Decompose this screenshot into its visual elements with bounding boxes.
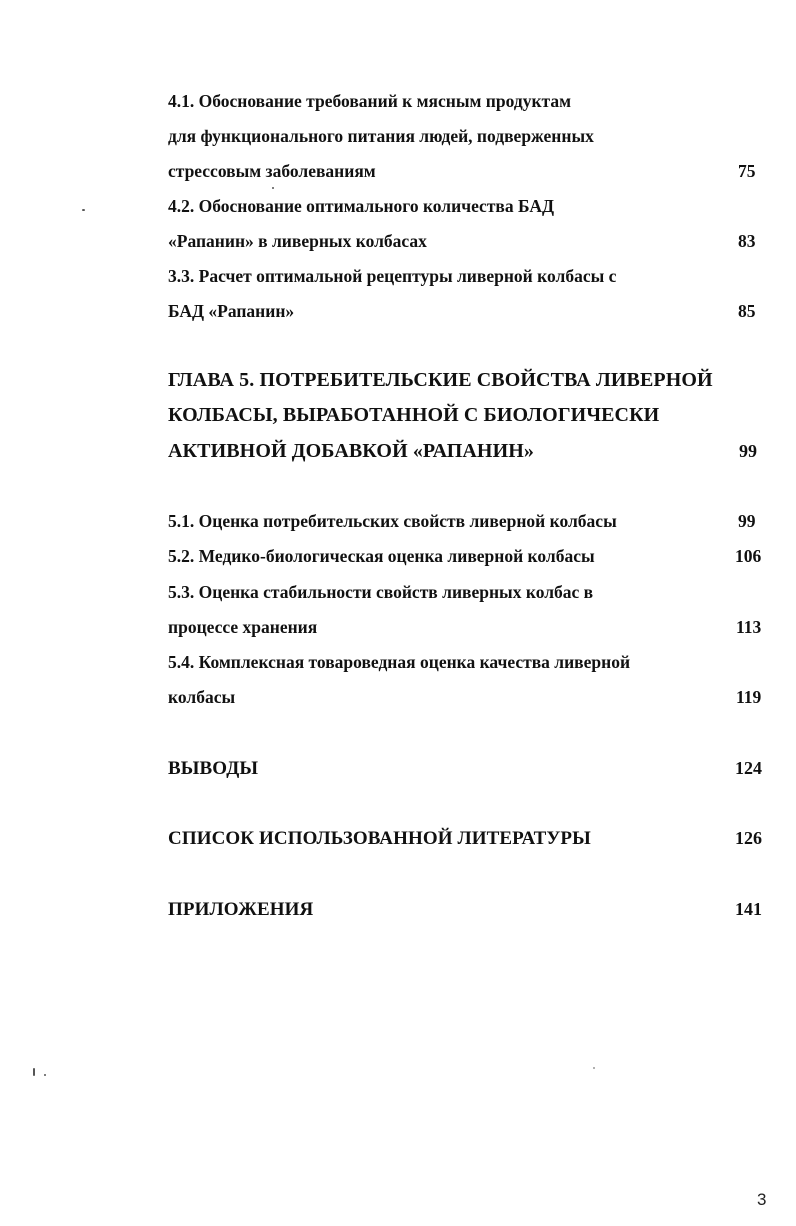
toc-entry-line: «Рапанин» в ливерных колбасах [168, 231, 427, 251]
toc-entry-line: АКТИВНОЙ ДОБАВКОЙ «РАПАНИН» [168, 440, 535, 462]
toc-page-number: 85 [738, 301, 756, 321]
toc-entry-line: 5.3. Оценка стабильности свойств ливерных колбас в [168, 582, 594, 602]
toc-page-number: 99 [738, 511, 756, 531]
scan-speck [33, 1068, 35, 1076]
toc-page-number: 83 [738, 231, 756, 251]
toc-entry-line: ПРИЛОЖЕНИЯ [168, 899, 314, 920]
toc-page-number: 124 [735, 758, 762, 778]
toc-entry-line: 3.3. Расчет оптимальной рецептуры ливерной колбасы с [168, 266, 617, 286]
toc-entry-line: для функционального питания людей, подверженных [168, 126, 594, 146]
toc-page-number: 141 [735, 899, 762, 919]
page-number: 3 [757, 1190, 767, 1209]
scan-speck [593, 1067, 595, 1069]
toc-page-number: 126 [735, 828, 762, 848]
toc-page-number: 106 [735, 546, 762, 566]
toc-page-number: 113 [736, 617, 762, 637]
toc-page-number: 119 [736, 687, 762, 707]
toc-page-number: 99 [739, 441, 757, 461]
toc-entry-line: 5.4. Комплексная товароведная оценка качества ливерной [168, 652, 631, 672]
scan-speck [272, 187, 274, 189]
scan-speck [82, 209, 85, 211]
toc-entry-line: стрессовым заболеваниям [168, 161, 376, 181]
toc-entry-line: 4.2. Обоснование оптимального количества БАД [168, 196, 555, 216]
scan-speck [44, 1074, 46, 1076]
toc-page-number: 75 [738, 161, 756, 181]
toc-entry-line: 5.2. Медико-биологическая оценка ливерной колбасы [168, 546, 595, 566]
toc-entry-line: процессе хранения [168, 617, 318, 637]
toc-entry-line: ВЫВОДЫ [168, 758, 259, 779]
toc-entry-line: БАД «Рапанин» [168, 301, 295, 321]
toc-entry-line: КОЛБАСЫ, ВЫРАБОТАННОЙ С БИОЛОГИЧЕСКИ [168, 404, 660, 426]
toc-entry-line: 4.1. Обоснование требований к мясным продуктам [168, 91, 572, 111]
toc-entry-line: ГЛАВА 5. ПОТРЕБИТЕЛЬСКИЕ СВОЙСТВА ЛИВЕРНОЙ [168, 369, 713, 391]
toc-entry-line: колбасы [168, 687, 236, 707]
toc-entry-line: 5.1. Оценка потребительских свойств ливерной колбасы [168, 511, 617, 531]
toc-entry-line: СПИСОК ИСПОЛЬЗОВАННОЙ ЛИТЕРАТУРЫ [168, 828, 591, 849]
